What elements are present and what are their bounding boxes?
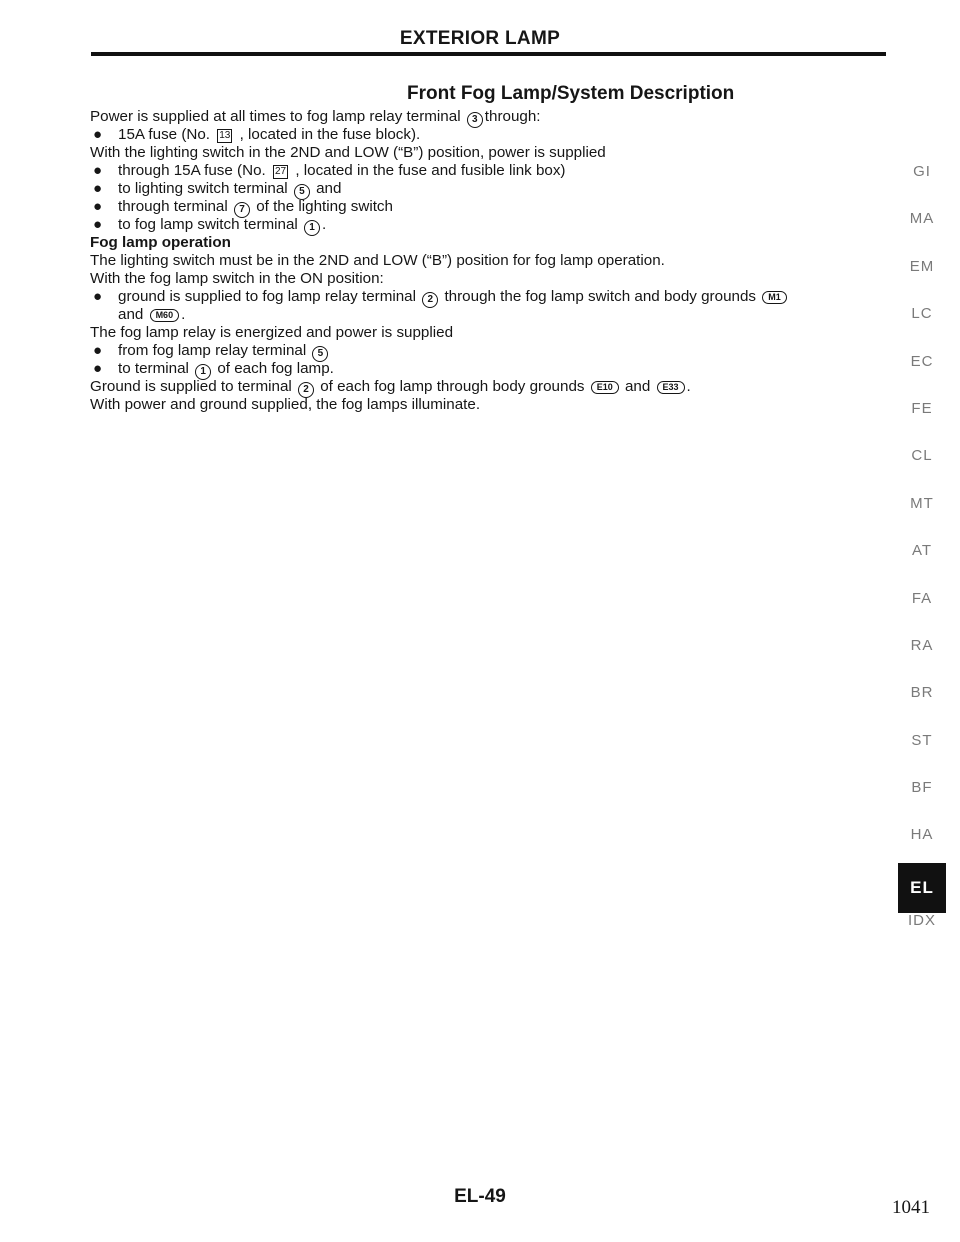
text-run: Ground is supplied to terminal [90,378,296,395]
text-run: Power is supplied at all times to fog lamp relay terminal [90,108,465,125]
text-run: The lighting switch must be in the 2ND and LOW (“B”) position for fog lamp operation. [90,252,665,269]
index-tab-bf[interactable]: BF [911,779,933,797]
index-tab-at[interactable]: AT [911,542,933,560]
text-run: and [620,378,655,395]
text-run: to terminal [118,360,194,377]
text-run: to lighting switch terminal [118,180,292,197]
bullet-item [90,198,870,216]
bullet-icon: ● [93,288,103,305]
bullet-item [90,162,870,180]
bullet-icon: ● [93,180,103,197]
page-number: EL-49 [454,1186,506,1207]
text-run: through the fog lamp switch and body grounds [440,288,761,305]
bullet-item [90,216,870,234]
text-run: to fog lamp switch terminal [118,216,303,233]
terminal-number: 7 [234,202,250,218]
text-line [90,396,870,414]
text-run: . [322,216,327,233]
text-line [90,252,870,270]
text-line [90,306,870,324]
text-run: and [118,306,148,323]
bullet-item [90,288,870,306]
index-tab-br[interactable]: BR [910,684,934,702]
terminal-number: 1 [304,220,320,236]
text-line [90,378,870,396]
index-tab-fa[interactable]: FA [911,589,933,607]
sheet-number: 1041 [892,1197,930,1218]
text-run: and [311,180,342,197]
bullet-item [90,180,870,198]
text-line [90,324,870,342]
text-line [90,144,870,162]
text-run: through terminal [118,198,232,215]
terminal-number: 1 [195,364,211,380]
text-run: With the fog lamp switch in the ON position: [90,270,384,287]
ground-point-symbol: E33 [657,381,685,394]
fuse-number: 27 [274,166,287,177]
bullet-item [90,342,870,360]
bullet-icon: ● [93,216,103,233]
index-tab-gi[interactable]: GI [913,163,931,180]
text-line [90,108,870,126]
text-run: . [686,378,691,395]
index-tab-lc[interactable]: LC [911,305,933,323]
text-run: ground is supplied to fog lamp relay terminal [118,288,421,305]
text-line [90,270,870,288]
index-tab-el[interactable]: EL [898,863,946,913]
text-run: of each fog lamp. [213,360,334,377]
text-run: from fog lamp relay terminal [118,342,311,359]
terminal-number: 2 [298,382,314,398]
section-title: Front Fog Lamp/System Description [407,83,735,104]
bullet-icon: ● [93,198,103,215]
index-tab-ra[interactable]: RA [910,636,934,654]
text-run: through 15A fuse (No. [118,162,270,179]
text-run: of the lighting switch [251,198,393,215]
text-run: , located in the fuse block). [235,126,421,143]
terminal-number: 5 [312,346,328,362]
bullet-item [90,126,870,144]
fuse-number: 13 [219,130,231,141]
text-run: of each fog lamp through body grounds [315,378,589,395]
text-run: , located in the fuse and fusible link box) [291,162,566,179]
terminal-number: 2 [422,292,438,308]
text-run: With the lighting switch in the 2ND and LOW (“B”) position, power is supplied [90,144,606,161]
index-tab-em[interactable]: EM [909,257,935,275]
index-tab-ec[interactable]: EC [910,352,934,370]
bullet-icon: ● [93,162,103,179]
side-index [898,162,946,958]
index-tab-mt[interactable]: MT [910,494,934,512]
body-text [90,108,870,414]
index-tab-ha[interactable]: HA [910,826,934,844]
text-run: With power and ground supplied, the fog lamps illuminate. [90,396,481,413]
terminal-number: 3 [467,112,483,128]
ground-point-symbol: M1 [762,291,787,304]
text-run: 15A fuse (No. [118,126,215,143]
header-rule [91,52,886,56]
header-title: EXTERIOR LAMP [399,28,561,49]
text-run: through: [484,108,541,125]
bullet-icon: ● [93,126,103,143]
index-tab-ma[interactable]: MA [909,210,935,228]
text-run: The fog lamp relay is energized and power is supplied [90,324,454,341]
text-run: . [181,306,186,323]
index-tab-idx[interactable]: IDX [907,911,936,929]
ground-point-symbol: M60 [150,309,180,322]
index-tab-cl[interactable]: CL [911,447,933,465]
bullet-icon: ● [93,360,103,377]
bullet-item [90,360,870,378]
text-run: Fog lamp operation [90,234,231,251]
ground-point-symbol: E10 [591,381,619,394]
index-tab-fe[interactable]: FE [911,399,933,417]
terminal-number: 5 [294,184,310,200]
subheading [90,234,870,252]
bullet-icon: ● [93,342,103,359]
index-tab-st[interactable]: ST [911,731,933,749]
